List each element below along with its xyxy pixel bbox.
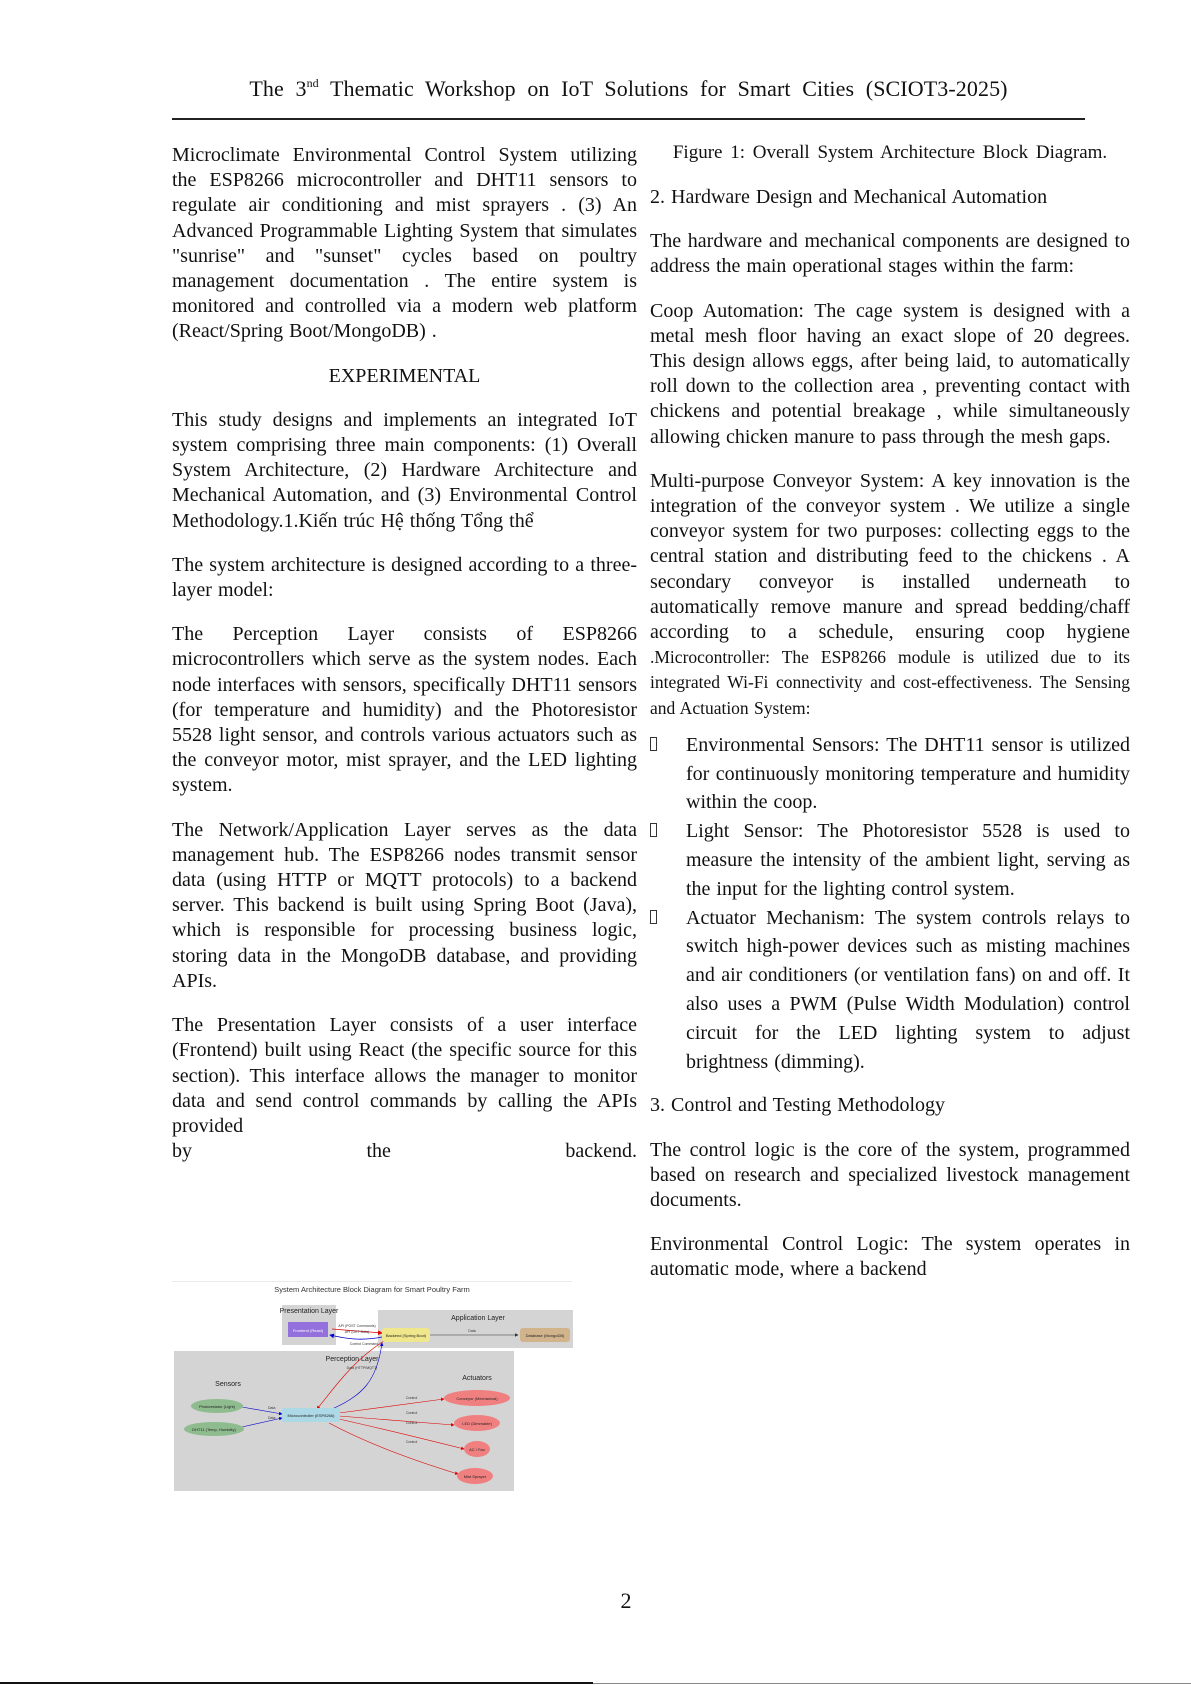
presentation-layer-label: Presentation Layer [279,1308,339,1315]
application-layer-label: Application Layer [451,1315,505,1322]
paragraph-three-layer-model: The system architecture is designed according to a three-layer model: [172,553,637,602]
conveyor-text: Multi-purpose Conveyor System: A key innovation is the integration of the conveyor system . We utilize a single conveyor system for two purposes: collecting eggs to the central station and distributing feed to the chickens . A secondary conveyor is installed underneath to automatically remove manure and spread bedding/chaff according to a schedule, ensuring coop hygiene [650,469,1130,644]
edge-label-api-get: API (GET Data) [344,1330,370,1334]
node-acfan-label: AC / Fan [469,1447,485,1452]
edge-label-ctrl-1: Control [406,1396,418,1400]
edge-label-api-post: API (POST Commands) [338,1324,376,1328]
edge-label-sensor-data-2: Data [268,1416,276,1420]
diagram-title: System Architecture Block Diagram for Smart Poultry Farm [274,1285,470,1294]
page-number: 2 [620,1588,632,1613]
edge-label-sensor-data-1: Data [268,1406,276,1410]
paragraph-coop-automation: Coop Automation: The cage system is designed with a metal mesh floor having an exact slope of 20 degrees. This design allows eggs, after being laid, to automatically roll down to the collection area , preventing contact with chickens and potential breakage , while simultaneously allowing chicken manure to pass through the mesh gaps. [650,299,1130,448]
section-heading-hardware: 2. Hardware Design and Mechanical Automation [650,186,1048,208]
microcontroller-text: .Microcontroller: The ESP8266 module is utilized due to its integrated Wi-Fi connectivity and cost-effectiveness. The Sensing and Actuation System: [650,647,1130,718]
list-item-light-sensor [650,817,1130,903]
paragraph-perception-layer: The Perception Layer consists of ESP8266 microcontrollers which serve as the system nodes. Each node interfaces with sensors, specifically DHT11 sensors (for temperature and humidity) and the Photoresistor 5528 light sensor, and controls various actuators such as the conveyor motor, mist sprayer, and the LED lighting system. [172,623,637,797]
list-item-environmental-sensors [650,731,1130,817]
node-dht11-label: DHT11 (Temp, Humidity) [192,1427,236,1432]
node-mist-label: Mist Sprayer [463,1474,487,1479]
node-led-label: LED (Dimmable) [462,1421,492,1426]
bullet-icon [650,910,657,924]
paragraph-intro-continued: Microclimate Environmental Control System utilizing the ESP8266 microcontroller and DHT11 sensors to regulate air conditioning and mist sprayers . (3) An Advanced Programmable Lighting System that simulates "sunrise" and "sunset" cycles based on poultry management documentation . The entire system is monitored and controlled via a modern web platform (React/Spring Boot/MongoDB) . [172,144,637,343]
node-microcontroller-label: Microcontroller (ESP8266) [287,1413,335,1418]
paragraph-environmental-control: Environmental Control Logic: The system operates in automatic mode, where a backend [650,1233,1130,1281]
architecture-diagram [172,1281,640,1493]
edge-api-get [330,1335,382,1339]
header-title-start: The 3 [249,76,307,101]
list-item-text: Actuator Mechanism: The system controls relays to switch high-power devices such as misting machines and air conditioners (or ventilation fans) on and off. It also uses a PWM (Pulse Width Modulation) control circuit for the LED lighting system to adjust brightness (dimming). [686,906,1130,1073]
edge-label-ctrl-2: Control [406,1411,418,1415]
edge-label-ctrl-3: Control [406,1421,418,1425]
sensors-group-label: Sensors [215,1381,241,1388]
bullet-icon [650,823,657,837]
paragraph-conveyor-system [650,469,1130,721]
header-title-sup: nd [306,76,319,90]
paragraph-hardware-intro: The hardware and mechanical components are designed to address the main operational stages within the farm: [650,230,1130,278]
node-frontend-label: Frontend (React) [292,1328,324,1333]
edge-label-ctrl-4: Control [406,1440,418,1444]
paragraph-study-overview: This study designs and implements an integrated IoT system comprising three main components: (1) Overall System Architecture, (2) Hardware Architecture and Mechanical Automation, and (3) Environmental Control Methodology.1.Kiến trúc Hệ thống Tổng thể [172,408,637,532]
perception-layer-label: Perception Layer [325,1356,379,1363]
edge-label-db: Data [468,1329,476,1333]
bullet-icon [650,737,657,751]
paragraph-presentation-layer: The Presentation Layer consists of a user interface (Frontend) built using React (the specific source for this section). This interface allows the manager to monitor data and send control commands by calling the APIs provided [172,1014,637,1137]
right-column [650,142,1130,1283]
left-column [172,143,637,1164]
bottom-rule-gray [593,1683,1191,1684]
actuators-group-label: Actuators [462,1375,492,1382]
header-title-end: Thematic Workshop on IoT Solutions for Smart Cities (SCIOT3-2025) [318,76,1008,101]
paragraph-network-layer: The Network/Application Layer serves as the data management hub. The ESP8266 nodes transmit sensor data (using HTTP or MQTT protocols) to a backend server. This backend is built using Spring Boot (Java), which is responsible for processing business logic, storing data in the MongoDB database, and providing APIs. [172,818,637,992]
node-photoresistor-label: Photoresistor (Light) [198,1404,236,1409]
edge-label-data-http: Data (HTTP/MQTT) [346,1366,378,1370]
running-header [172,76,1085,102]
node-backend-label: Backend (Spring Boot) [385,1333,427,1338]
section-heading-experimental: EXPERIMENTAL [328,364,481,387]
sensing-actuation-list [650,731,1130,1077]
paragraph-presentation-layer-last-line: by the backend. [172,1140,637,1163]
section-heading-control: 3. Control and Testing Methodology [650,1094,945,1117]
node-conveyor-label: Conveyor (Mechanical) [456,1396,498,1401]
paragraph-control-logic: The control logic is the core of the system, programmed based on research and specialized livestock management documents. [650,1138,1130,1212]
bottom-rule-dark [0,1682,593,1684]
header-rule [172,118,1085,120]
edge-label-control-command: Control Command [349,1342,379,1346]
node-database-label: Database (MongoDB) [525,1333,565,1338]
figure-caption: Figure 1: Overall System Architecture Block Diagram. [672,142,1108,163]
list-item-actuator-mechanism [650,904,1130,1077]
list-item-text: Environmental Sensors: The DHT11 sensor is utilized for continuously monitoring temperature and humidity within the coop. [686,733,1130,814]
list-item-text: Light Sensor: The Photoresistor 5528 is used to measure the intensity of the ambient light, serving as the input for the lighting control system. [686,820,1130,900]
